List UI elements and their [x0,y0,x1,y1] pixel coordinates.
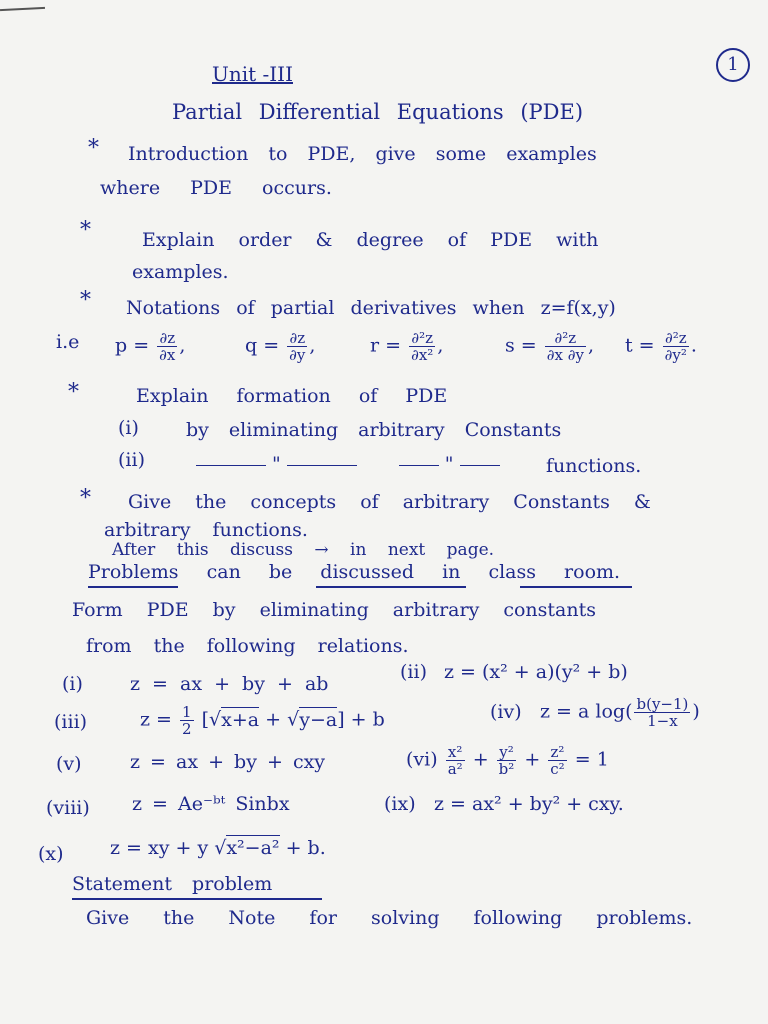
page-title: Partial Differential Equations (PDE) [172,100,584,124]
corner-scribble [0,7,45,11]
note-line: Give the Note for solving following problems. [86,907,693,929]
item4-sub2-label: (ii) [118,449,145,471]
underline [520,586,632,588]
item1-line1: Introduction to PDE, give some examples [128,143,597,165]
item1-line2: where PDE occurs. [100,177,332,199]
bullet-star: * [80,288,91,313]
item2-line1: Explain order & degree of PDE with [142,229,599,251]
eq-v: z = ax + by + cxy [130,751,326,773]
eq-ix: z = ax² + by² + cxy. [434,793,624,815]
underline [316,586,466,588]
notation-p: p = $\frac{\partial z}{\partial x}$ , [115,329,186,364]
form-line2: from the following relations. [86,635,409,657]
notation-s: s = $\frac{\text{∂²z}}{\partial x \partial y}$ , [505,329,595,364]
eq-iii: z = $\frac{1}{2}$ [√x+a + √y−a] + b [140,703,385,738]
bullet-star: * [80,486,91,511]
item4-sub2-end: functions. [546,455,642,477]
item3-line1: Notations of partial derivatives when z=f(x,y) [126,297,616,319]
eq-x: z = xy + y √x²−a² + b. [110,837,326,859]
eq-iv: z = a log( $\frac{b(y-1)}{1-x}$ ) [540,695,700,730]
item4-sub1-text: by eliminating arbitrary Constants [186,419,562,441]
after-this-note: After this discuss → in next page. [112,540,495,560]
eq-ii: z = (x² + a)(y² + b) [444,661,628,683]
notation-q: q = $\frac{\partial z}{\partial y}$ , [245,329,316,364]
notation-prefix: i.e [56,331,80,353]
statement-line: Statement problem [72,873,273,895]
item4-line1: Explain formation of PDE [136,385,448,407]
eq-viii-label: (viii) [46,797,90,819]
underline [88,586,178,588]
notation-t: t = $\frac{\text{∂²z}}{\text{∂y²}}$ . [625,329,697,364]
eq-v-label: (v) [56,753,82,775]
eq-iii-label: (iii) [54,711,88,733]
item5-line1: Give the concepts of arbitrary Constants & [128,491,651,513]
eq-viii: z = Ae⁻ᵇᵗ Sinbx [132,793,290,815]
bullet-star: * [80,218,91,243]
item2-line2: examples. [132,261,229,283]
page-number: 1 [716,48,750,82]
eq-ii-label: (ii) [400,661,427,683]
eq-ix-label: (ix) [384,793,416,815]
notation-r: r = $\frac{\text{∂²z}}{\text{∂x²}}$ , [370,329,444,364]
underline [72,898,322,900]
unit-title: Unit -III [212,62,293,86]
item4-sub1-label: (i) [118,417,139,439]
eq-i: z = ax + by + ab [130,673,329,695]
bullet-star: * [68,380,79,405]
bullet-star: * [88,136,99,161]
eq-i-label: (i) [62,673,83,695]
form-line1: Form PDE by eliminating arbitrary constants [72,599,596,621]
problems-line: Problems can be discussed in class room. [88,561,621,583]
eq-iv-label: (iv) [490,701,522,723]
eq-x-label: (x) [38,843,64,865]
item4-sub2-ditto: " " [190,452,506,476]
item5-line2: arbitrary functions. [104,519,308,541]
eq-vi: (vi) $\frac{\text{x²}}{\text{a²}}$ + $\frac{\text{y²}}{\text{b²}}$ + $\frac{\text{z²}}{\text{c²}}$ = 1 [406,743,609,778]
